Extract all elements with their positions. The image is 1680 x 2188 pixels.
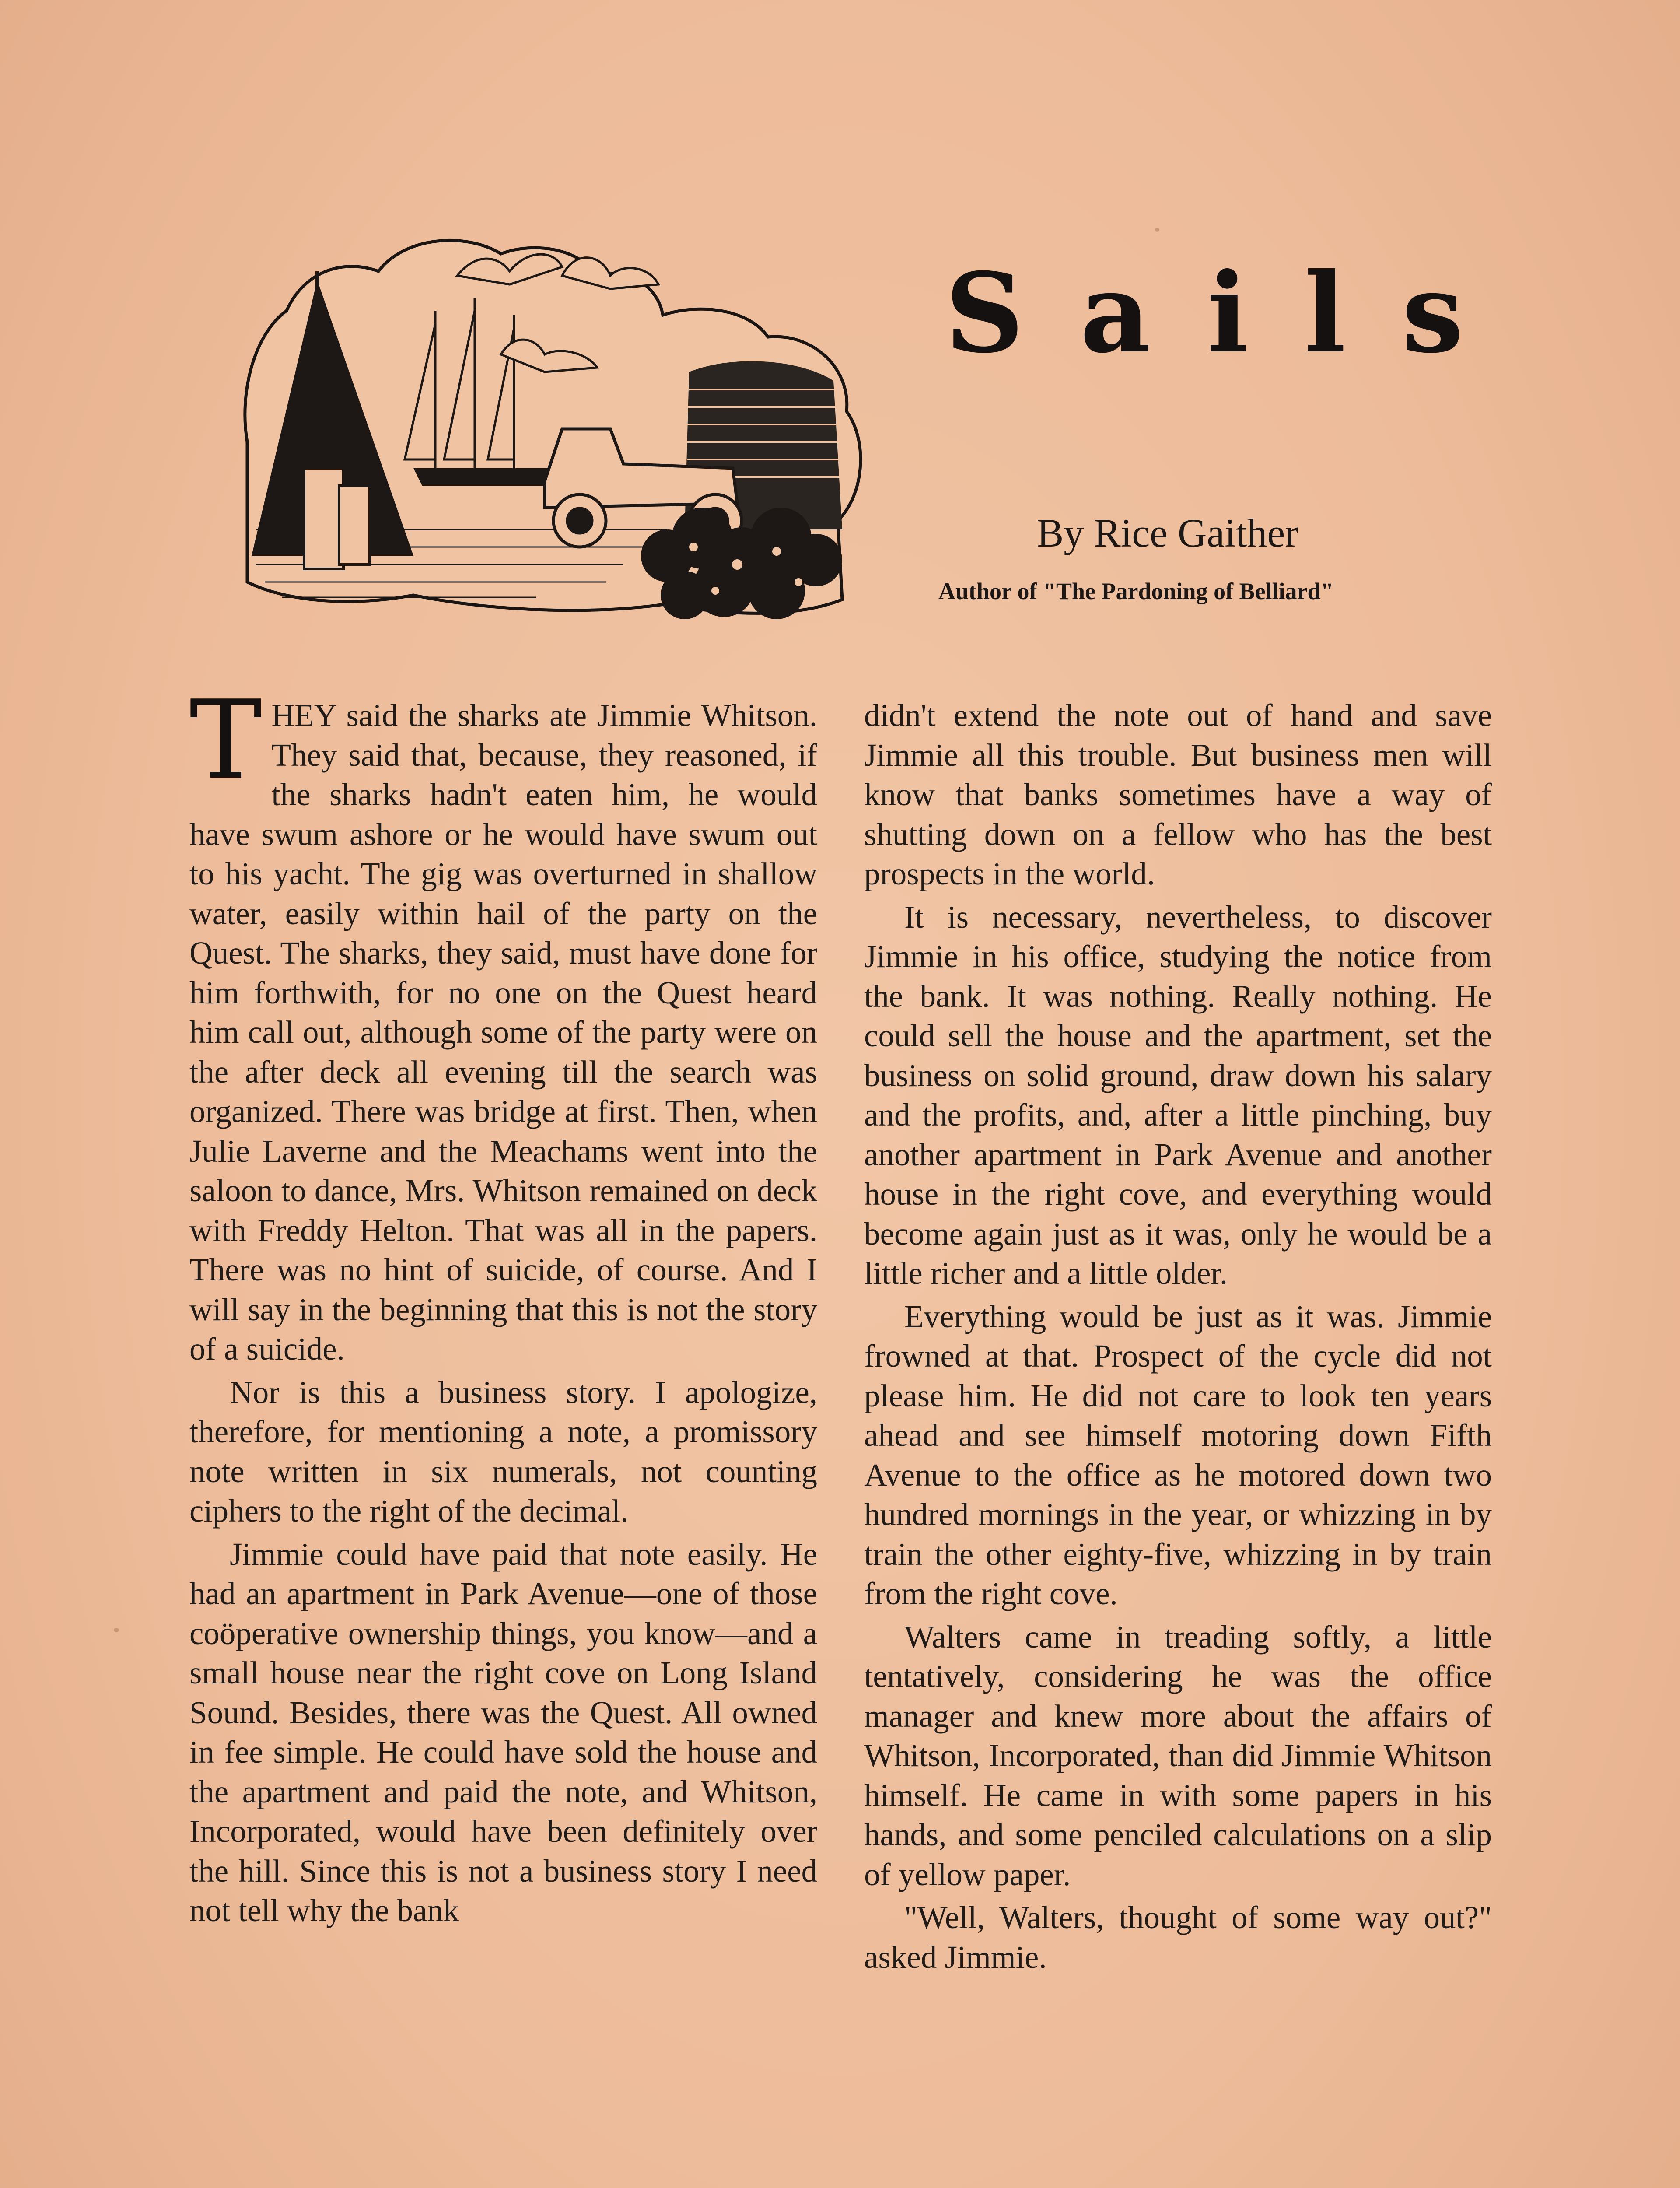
story-title: Sails	[945, 249, 1520, 377]
right-column	[864, 696, 1492, 1981]
opening-paragraph	[189, 677, 817, 1369]
paragraph: "Well, Walters, thought of some way out?" asked Jimmie.	[864, 1900, 1492, 1975]
paragraph: Nor is this a business story. I apologize, therefore, for mentioning a note, a promissory note written in six numerals, not counting ciphers to the right of the decimal.	[189, 1374, 817, 1529]
author-credit: Author of "The Pardoning of Belliard"	[938, 578, 1334, 604]
sailboat-harbor-illustration	[230, 223, 882, 635]
paragraph: Jimmie could have paid that note easily. He had an apartment in Park Avenue—one of those coöperative ownership things, you know—and a small house near the right cove on Long Island Sound. Besides, there was the Quest. All owned in fee simple. He could have sold the house and the apartment and paid the note, and Whitson, Incorporated, would have been definitely over the hill. Since this is not a business story I need not tell why the bank	[189, 1536, 817, 1928]
opening-paragraph-text: HEY said the sharks ate Jimmie Whitson. They said that, because, they reasoned, if the sharks hadn't eaten him, he would have swum ashore or he would have swum out to his yacht. The gig was overturned in shallow water, easily within hail of the party on the Quest. The sharks, they said, must have done for him forthwith, for no one on the Quest heard him call out, although some of the party were on the after deck all evening till the search was organized. There was bridge at first. Then, when Julie Laverne and the Meachams went into the saloon to dance, Mrs. Whitson remained on deck with Freddy Helton. That was all in the papers. There was no hint of suicide, of course. And I will say in the beginning that this is not the story of a suicide.	[189, 698, 817, 1367]
left-column	[189, 677, 817, 1934]
byline: By Rice Gaither	[1037, 511, 1298, 555]
paragraph: Everything would be just as it was. Jimmie frowned at that. Prospect of the cycle did not please him. He did not care to look ten years ahead and see himself motoring down Fifth Avenue to the office as he motored down two hundred mornings in the year, or whizzing in by train the other eighty-five, whizzing in by train from the right cove.	[864, 1298, 1492, 1611]
paper-fleck	[1155, 228, 1159, 232]
paragraph-continuation: didn't extend the note out of hand and save Jimmie all this trouble. But business men will know that banks sometimes have a way of shutting down on a fellow who has the best prospects in the world.	[864, 698, 1492, 891]
drop-cap: T	[189, 677, 262, 803]
paragraph: Walters came in treading softly, a little tentatively, considering he was the office manager and knew more about the affairs of Whitson, Incorporated, than did Jimmie Whitson himself. He came in with some papers in his hands, and some penciled calculations on a slip of yellow paper.	[864, 1619, 1492, 1892]
paper-fleck	[114, 1628, 119, 1632]
paragraph: It is necessary, nevertheless, to discover Jimmie in his office, studying the notice from the bank. It was nothing. Really nothing. He could sell the house and the apartment, set the business on solid ground, draw down his salary and the profits, and, after a little pinching, buy another apartment in Park Avenue and another house in the right cove, and everything would become again just as it was, only he would be a little richer and a little older.	[864, 899, 1492, 1291]
